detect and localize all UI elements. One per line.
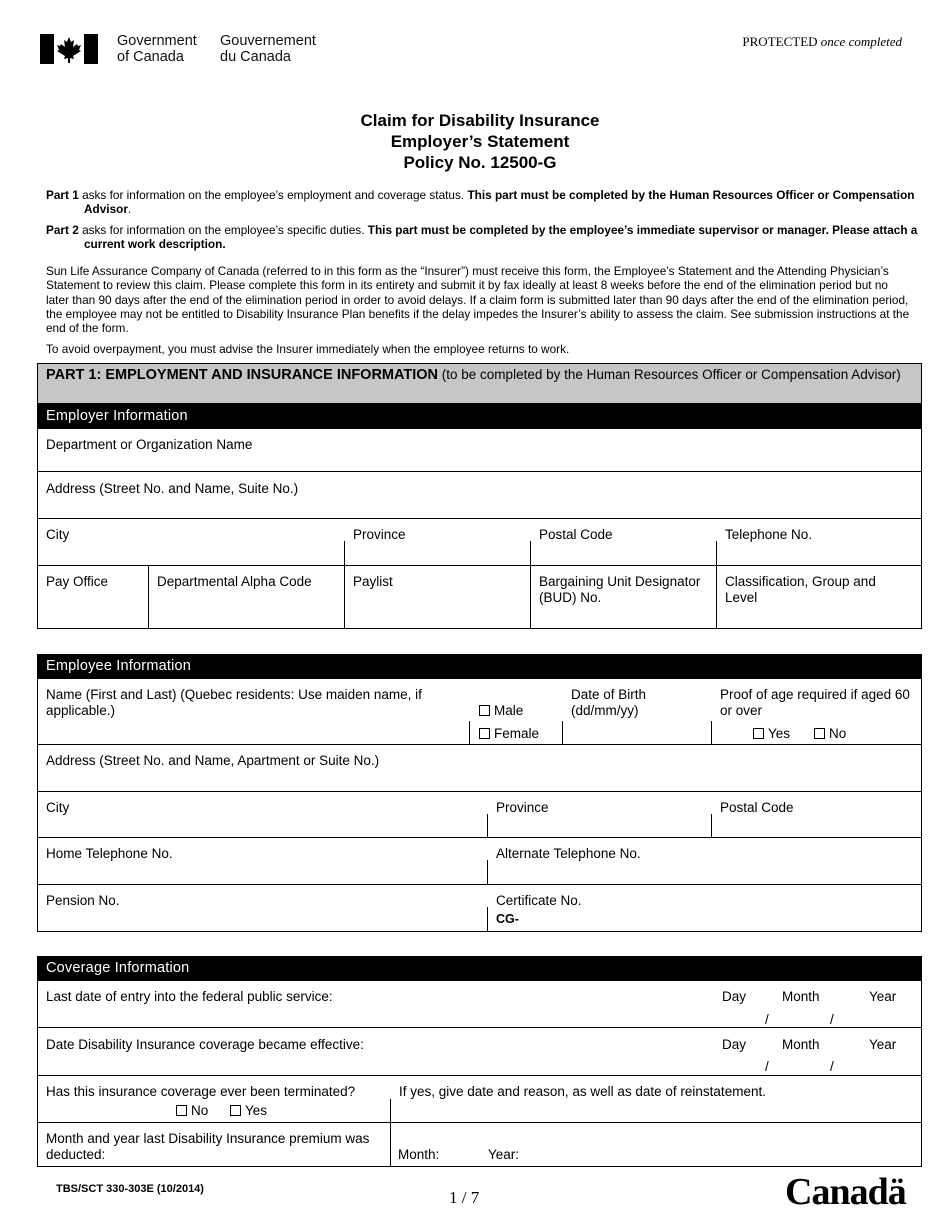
overpayment-note: To avoid overpayment, you must advise the Insurer immediately when the employee returns to work. xyxy=(46,342,570,356)
premium-month-field[interactable]: Month: xyxy=(398,1147,440,1162)
part2-instruction: Part 2 asks for information on the employee’s specific duties. This part must be completed by the employee’s immediate supervisor or manager. Please attach a current work description. xyxy=(46,223,918,252)
classification-field[interactable]: Classification, Group and Level xyxy=(725,574,876,605)
canada-wordmark: Canadä xyxy=(785,1171,906,1213)
part1-header: PART 1: EMPLOYMENT AND INSURANCE INFORMATION (to be completed by the Human Resources Officer or Compensation Advisor) xyxy=(37,363,922,404)
checkbox-icon xyxy=(230,1105,241,1116)
checkbox-icon xyxy=(814,728,825,739)
last-entry-year[interactable]: Year xyxy=(869,989,897,1004)
premium-year-field[interactable]: Year: xyxy=(488,1147,520,1162)
employer-province-field[interactable]: Province xyxy=(353,527,406,542)
employee-address-field[interactable]: Address (Street No. and Name, Apartment or Suite No.) xyxy=(46,753,380,768)
dob-field[interactable]: Date of Birth (dd/mm/yy) xyxy=(571,687,647,718)
date-separator: / xyxy=(830,1012,834,1027)
male-checkbox[interactable]: Male xyxy=(479,703,523,719)
alpha-code-field[interactable]: Departmental Alpha Code xyxy=(157,574,312,589)
effective-month[interactable]: Month xyxy=(782,1037,820,1052)
last-entry-month[interactable]: Month xyxy=(782,989,820,1004)
form-title: Claim for Disability Insurance Employer’s Statement Policy No. 12500-G xyxy=(360,111,600,172)
certificate-prefix: CG- xyxy=(496,912,519,926)
home-telephone-field[interactable]: Home Telephone No. xyxy=(46,846,173,861)
employer-telephone-field[interactable]: Telephone No. xyxy=(725,527,813,542)
date-separator: / xyxy=(830,1059,834,1074)
employee-name-field[interactable]: Name (First and Last) (Quebec residents: Use maiden name, if applicable.) xyxy=(46,687,422,718)
employee-section-bar: Employee Information xyxy=(37,654,922,679)
effective-year[interactable]: Year xyxy=(869,1037,897,1052)
checkbox-icon xyxy=(479,705,490,716)
terminated-question: Has this insurance coverage ever been terminated? xyxy=(46,1084,356,1099)
last-entry-day[interactable]: Day xyxy=(722,989,747,1004)
certificate-number-field[interactable]: Certificate No. xyxy=(496,893,582,908)
premium-deducted-label: Month and year last Disability Insurance premium was deducted: xyxy=(46,1131,370,1162)
pay-office-field[interactable]: Pay Office xyxy=(46,574,109,589)
paylist-field[interactable]: Paylist xyxy=(353,574,393,589)
intro-paragraph: Sun Life Assurance Company of Canada (referred to in this form as the “Insurer”) must receive this form, the Employee’s Statement and the Attending Physician’s Statement to review this claim. Please complete this form in its entirety and submit it by fax ideally at least 8 weeks before the end of the elimination period but no later than 90 days after the end of the elimination period in order to avoid delays. If a claim form is submitted later than 90 days after the end of the elimination period, the employee may not be entitled to Disability Insurance Plan benefits if the delay impedes the Insurer’s ability to assess the claim. See submission instructions at the end of the form. xyxy=(46,264,910,336)
effective-day[interactable]: Day xyxy=(722,1037,747,1052)
termination-details-field[interactable]: If yes, give date and reason, as well as date of reinstatement. xyxy=(399,1084,766,1099)
part1-instruction: Part 1 asks for information on the employee’s employment and coverage status. This part must be completed by the Human Resources Officer or Compensation Advisor. xyxy=(46,188,915,217)
employer-address-field[interactable]: Address (Street No. and Name, Suite No.) xyxy=(46,481,299,496)
female-checkbox[interactable]: Female xyxy=(479,726,539,742)
date-separator: / xyxy=(765,1059,769,1074)
canada-flag-icon xyxy=(40,34,98,64)
dept-name-field[interactable]: Department or Organization Name xyxy=(46,437,253,452)
employer-city-field[interactable]: City xyxy=(46,527,70,542)
government-name-fr: Gouvernement du Canada xyxy=(220,33,316,65)
effective-date-label: Date Disability Insurance coverage became effective: xyxy=(46,1037,364,1052)
employer-postal-field[interactable]: Postal Code xyxy=(539,527,613,542)
checkbox-icon xyxy=(176,1105,187,1116)
terminated-yes-checkbox[interactable]: Yes xyxy=(230,1103,267,1119)
proof-of-age-label: Proof of age required if aged 60 or over xyxy=(720,687,910,718)
checkbox-icon xyxy=(753,728,764,739)
proof-no-checkbox[interactable]: No xyxy=(814,726,846,742)
government-name-en: Government of Canada xyxy=(117,33,197,65)
last-entry-label: Last date of entry into the federal public service: xyxy=(46,989,333,1004)
employee-postal-field[interactable]: Postal Code xyxy=(720,800,794,815)
employee-city-field[interactable]: City xyxy=(46,800,70,815)
employee-province-field[interactable]: Province xyxy=(496,800,549,815)
coverage-section-bar: Coverage Information xyxy=(37,956,922,981)
terminated-no-checkbox[interactable]: No xyxy=(176,1103,208,1119)
form-code: TBS/SCT 330-303E (10/2014) xyxy=(56,1183,204,1195)
pension-number-field[interactable]: Pension No. xyxy=(46,893,120,908)
bud-field[interactable]: Bargaining Unit Designator (BUD) No. xyxy=(539,574,701,605)
page-number: 1 / 7 xyxy=(449,1188,480,1207)
alternate-telephone-field[interactable]: Alternate Telephone No. xyxy=(496,846,641,861)
date-separator: / xyxy=(765,1012,769,1027)
employer-section-bar: Employer Information xyxy=(37,404,922,429)
proof-yes-checkbox[interactable]: Yes xyxy=(753,726,790,742)
checkbox-icon xyxy=(479,728,490,739)
protected-notice: PROTECTED once completed xyxy=(742,34,902,49)
